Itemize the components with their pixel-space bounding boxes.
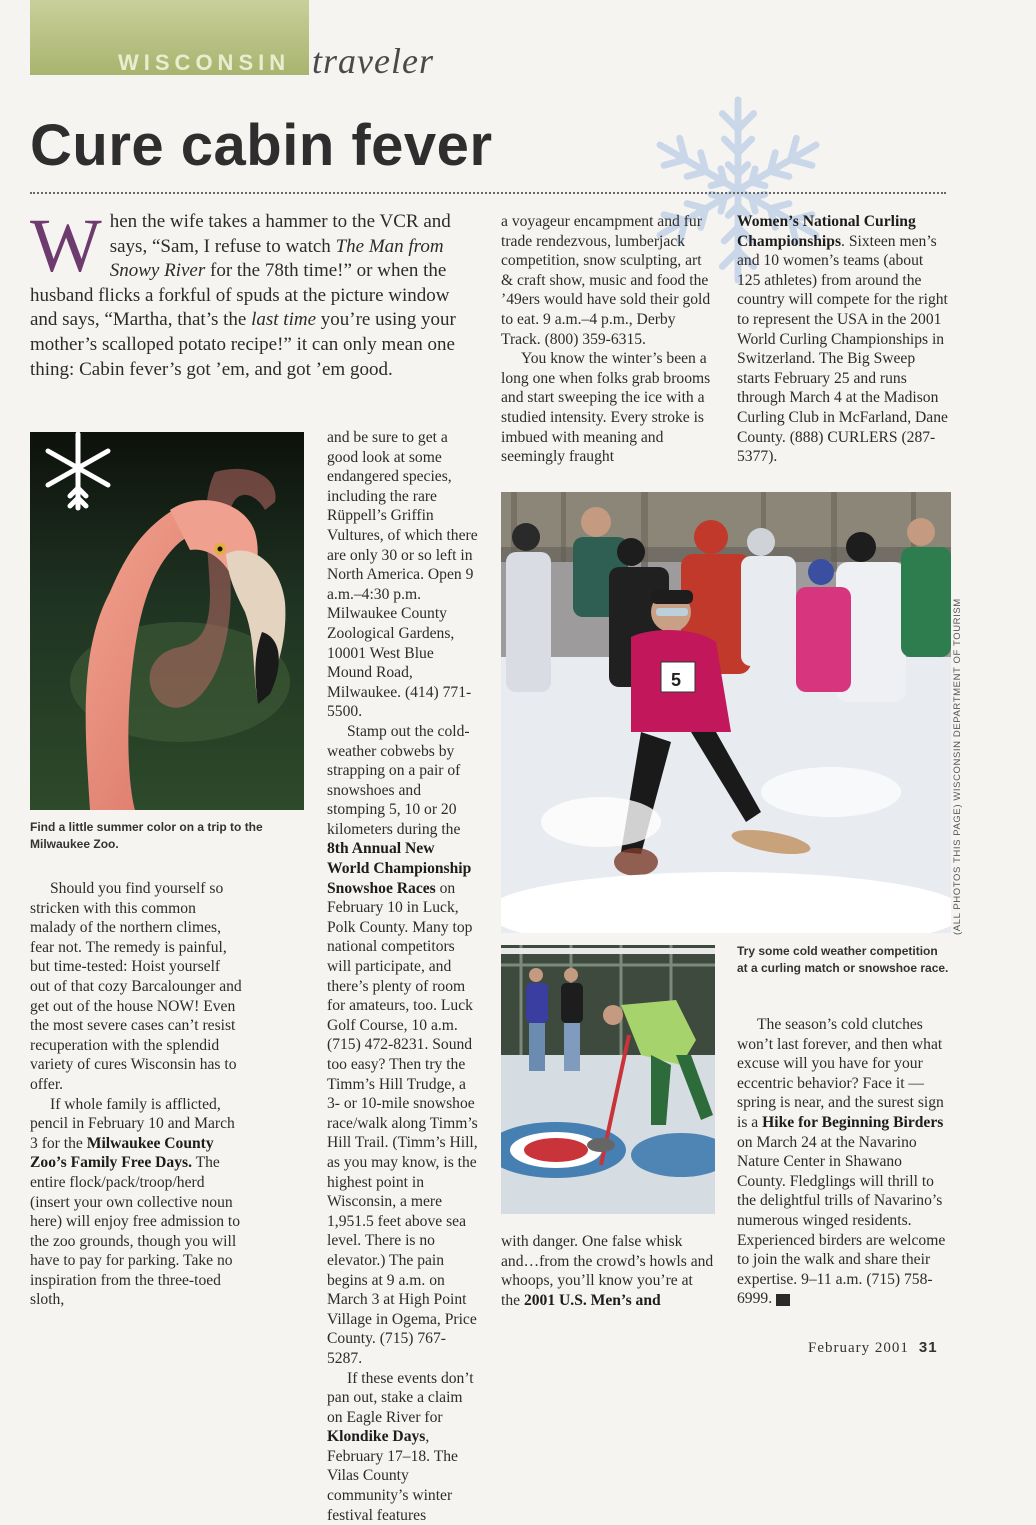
column-4-bottom [737,1015,950,1309]
column-3-top [501,212,714,467]
col2-paragraph-2: Stamp out the cold-weather cobwebs by strapping on a pair of snowshoes and stomping 5, 10 or 20 kilometers during the 8th Annual New World Championship Snowshoe Races on February 10 in Luck, Polk County. Many top national competitors will participate, and there’s plenty of room for amateurs, too. Luck Golf Course, 10 a.m. (715) 472-8231. Sound too easy? Then try the Timm’s Hill Trudge, a 3- or 10-mile snowshoe race/walk along Timm’s Hill Trail. (Timm’s Hill, as you may know, is the highest point in Wisconsin, a mere 1,951.5 feet above sea level. There is no elevator.) The pain begins at 9 a.m. on March 3 at High Point Village in Ogema, Price County. (715) 767-5287. [327,722,480,1369]
col3-paragraph-1: a voyageur encampment and fur trade rendezvous, lumberjack competition, snow sculpting, art & craft show, music and food the ’49ers would have sold their gold to eat. 9 a.m.–4 p.m., Derby Track. (800) 359-6315. [501,212,714,349]
right-caption: Try some cold weather competition at a curling match or snowshoe race. [737,943,950,977]
snowshoe-illustration [501,492,951,933]
col2-paragraph-3: If these events don’t pan out, stake a claim on Eagle River for Klondike Days, February 17–18. The Vilas County community’s winter festival features [327,1369,480,1525]
col4-paragraph-1: Women’s National Curling Championships. Sixteen men’s and 10 women’s teams (about 125 athletes) from around the country will compete for the right to represent the USA in the 2001 World Curling Championships in Switzerland. The Big Sweep starts February 25 and runs through March 4 at the Madison Curling Club in McFarland, Dane County. (888) CURLERS (287-5377). [737,212,950,467]
page-number: 31 [919,1339,938,1356]
snowshoe-race-photo [501,492,951,933]
lead-paragraph: When the wife takes a hammer to the VCR and says, “Sam, I refuse to watch The Man from Snowy River for the 78th time!” or when the husband flicks a forkful of spuds at the picture window and says, “Martha, that’s the last time you’re using your mother’s scalloped potato recipe!” it can only mean one thing: Cabin fever’s got ’em, and got ’em good. [30,210,480,382]
col1-paragraph-2: If whole family is afflicted, pencil in February 10 and March 3 for the Milwaukee County Zoo’s Family Free Days. The entire flock/pack/troop/herd (insert your own collective noun here) will enjoy free admission to the zoo grounds, though you will have to pay for parking. Take no inspiration from the three-toed sloth, [30,1095,243,1311]
column-2-top [327,428,480,1525]
drop-cap: W [30,216,102,276]
column-1 [30,879,243,1310]
photo-credit: (ALL PHOTOS THIS PAGE) WISCONSIN DEPARTMENT OF TOURISM [952,598,963,935]
headline: Cure cabin fever [30,112,493,179]
page-footer [808,1339,938,1357]
col1-paragraph-1: Should you find yourself so stricken with this common malady of the northern climes, fear not. The remedy is painful, but time-tested: Hoist yourself out of that cozy Barcalounger and get out of the house NOW! Even the most severe cases can’t resist recuperation with the splendid variety of cures Wisconsin has to offer. [30,879,243,1095]
dotted-rule [30,192,946,194]
col3-paragraph-2: You know the winter’s been a long one when folks grab brooms and start sweeping the ice with a studied intensity. Every stroke is imbued with meaning and seemingly fraught [501,349,714,467]
end-mark-icon: W [776,1294,790,1306]
flamingo-illustration [30,432,304,810]
column-3-bottom [501,1232,714,1310]
column-4-top [737,212,950,467]
curling-illustration [501,945,715,1214]
col3-paragraph-3: with danger. One false whisk and…from the crowd’s howls and whoops, you’ll know you’re at the 2001 U.S. Men’s and [501,1232,714,1310]
flamingo-photo [30,432,304,810]
col2-paragraph-1: and be sure to get a good look at some endangered species, including the rare Rüppell’s Griffin Vultures, of which there are only 30 or so left in North America. Open 9 a.m.–4:30 p.m. Milwaukee County Zoological Gardens, 10001 West Blue Mound Road, Milwaukee. (414) 771-5500. [327,428,480,722]
col4-paragraph-2: The season’s cold clutches won’t last forever, and then what excuse will you have for your eccentric behavior? Face it — spring is near, and the surest sign is a Hike for Beginning Birders on March 24 at the Navarino Nature Center in Shawano County. Fledglings will thrill to the delightful trills of Navarino’s numerous winged residents. Experienced birders are welcome to join the walk and share their expertise. 9–11 a.m. (715) 758-6999. W [737,1015,950,1309]
curling-photo [501,945,715,1214]
flamingo-caption: Find a little summer color on a trip to the Milwaukee Zoo. [30,819,280,853]
masthead-traveler: traveler [312,40,434,82]
issue-date: February 2001 [808,1340,909,1356]
masthead-wisconsin: WISCONSIN [118,50,290,76]
svg-text:5: 5 [671,670,681,690]
